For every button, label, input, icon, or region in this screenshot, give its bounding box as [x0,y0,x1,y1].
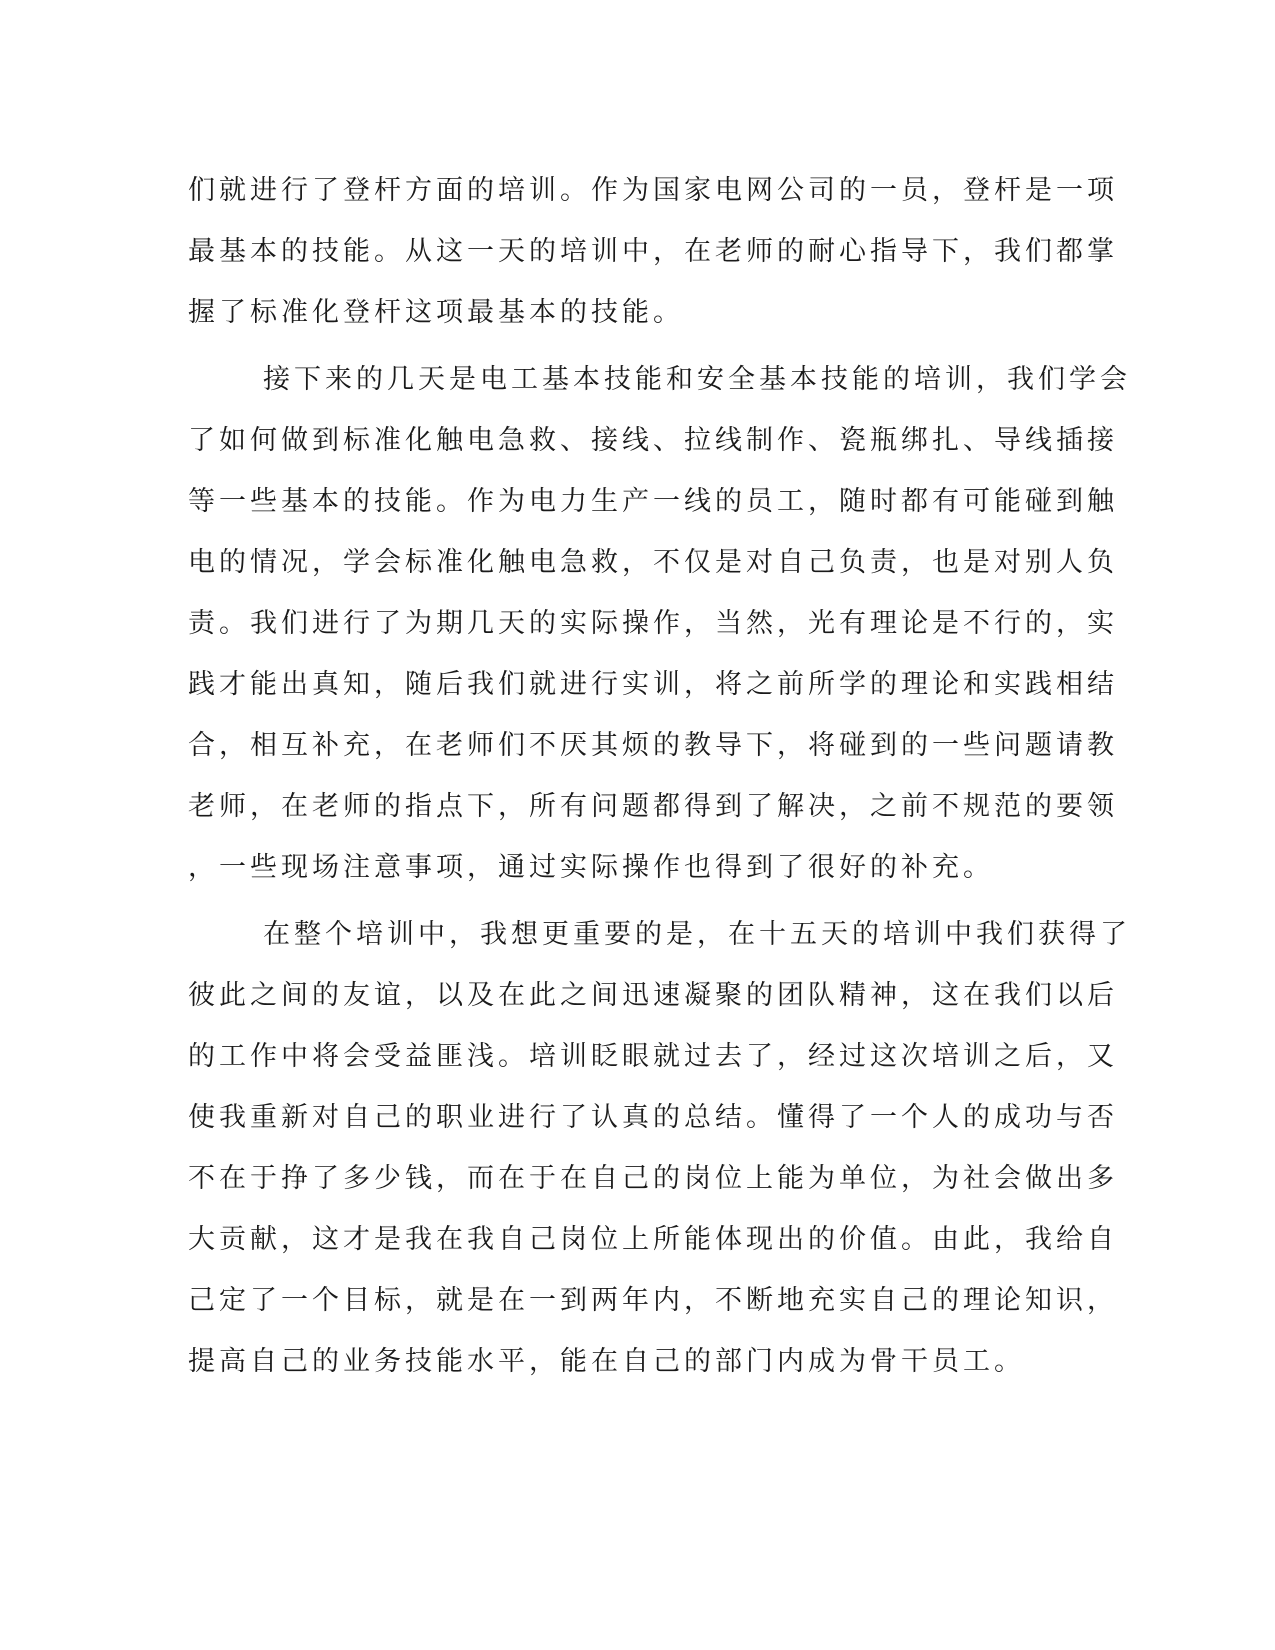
text-line: 提高自己的业务技能水平，能在自己的部门内成为骨干员工。 [188,1346,1025,1377]
text-line: 们就进行了登杆方面的培训。作为国家电网公司的一员，登杆是一项 [188,175,1118,206]
text-line: 彼此之间的友谊，以及在此之间迅速凝聚的团队精神，这在我们以后 [188,980,1118,1011]
paragraph-3 [188,904,1131,1392]
paragraph-1 [188,160,1118,343]
text-line: 的工作中将会受益匪浅。培训眨眼就过去了，经过这次培训之后，又 [188,1041,1118,1072]
text-line: 责。我们进行了为期几天的实际操作，当然，光有理论是不行的，实 [188,608,1118,639]
text-line: 最基本的技能。从这一天的培训中，在老师的耐心指导下，我们都掌 [188,236,1118,267]
paragraph-2 [188,349,1131,898]
text-line: 践才能出真知，随后我们就进行实训，将之前所学的理论和实践相结 [188,669,1118,700]
text-line: 等一些基本的技能。作为电力生产一线的员工，随时都有可能碰到触 [188,486,1118,517]
text-line: 合，相互补充，在老师们不厌其烦的教导下，将碰到的一些问题请教 [188,730,1118,761]
body-text [188,160,1131,1398]
text-line: 握了标准化登杆这项最基本的技能。 [188,297,684,328]
text-line: 了如何做到标准化触电急救、接线、拉线制作、瓷瓶绑扎、导线插接 [188,425,1118,456]
text-line: 大贡献，这才是我在我自己岗位上所能体现出的价值。由此，我给自 [188,1224,1118,1255]
text-line: 接下来的几天是电工基本技能和安全基本技能的培训，我们学会 [263,364,1131,395]
text-line: 己定了一个目标，就是在一到两年内，不断地充实自己的理论知识， [188,1285,1118,1316]
text-line: 在整个培训中，我想更重要的是，在十五天的培训中我们获得了 [263,919,1131,950]
text-line: 电的情况，学会标准化触电急救，不仅是对自己负责，也是对别人负 [188,547,1118,578]
text-line: 使我重新对自己的职业进行了认真的总结。懂得了一个人的成功与否 [188,1102,1118,1133]
text-line: 老师，在老师的指点下，所有问题都得到了解决，之前不规范的要领 [188,791,1118,822]
text-line: 不在于挣了多少钱，而在于在自己的岗位上能为单位，为社会做出多 [188,1163,1118,1194]
text-line: ，一些现场注意事项，通过实际操作也得到了很好的补充。 [188,852,994,883]
